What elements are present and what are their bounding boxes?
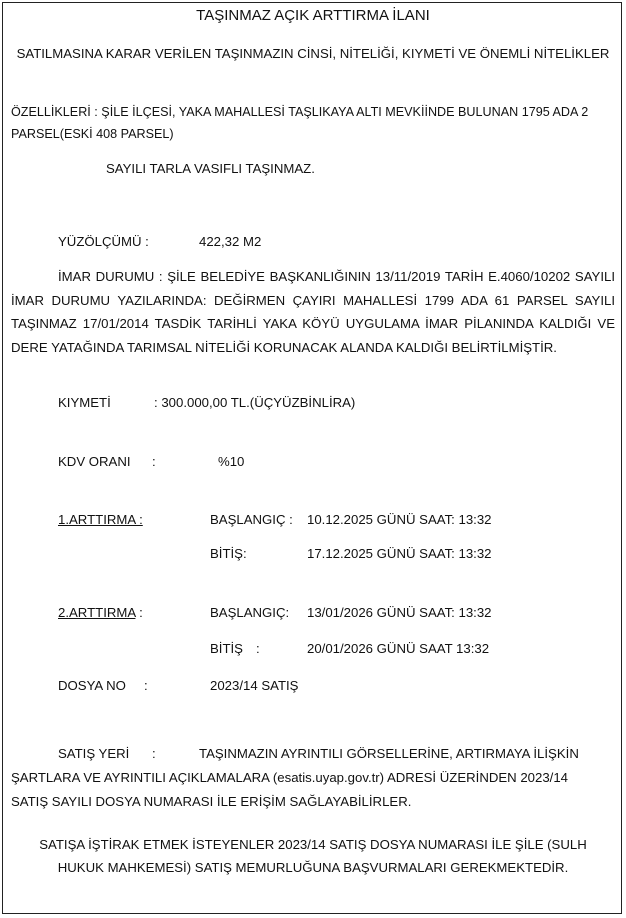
ozellikler-line2: SAYILI TARLA VASIFLI TAŞINMAZ. [106,161,315,176]
arttirma1-end-label: BİTİŞ: [210,546,247,561]
ozellikler-text: ŞİLE İLÇESİ, YAKA MAHALLESİ TAŞLIKAYA ALTI MEVKİİNDE BULUNAN 1795 ADA 2 PARSEL(ESKİ 408 PARSEL) [11,105,589,141]
kdv-value: %10 [218,454,245,469]
document-title: TAŞINMAZ AÇIK ARTTIRMA İLANI [196,7,430,24]
kiymet-value: : 300.000,00 TL.(ÜÇYÜZBİNLİRA) [154,395,356,410]
imar-durumu-paragraph: İMAR DURUMU : ŞİLE BELEDİYE BAŞKANLIĞININ 13/11/2019 TARİH E.4060/10202 SAYILI İMAR DURUMU YAZILARINDA: DEĞİRMEN ÇAYIRI MAHALLESİ 1799 ADA 61 PARSEL SAYILI TAŞINMAZ 17/01/2014 TASDİK TARİHLİ YAKA KÖYÜ UYGULAMA İMAR PİLANINDA KALDIĞI VE DERE YATAĞINDA TARIMSAL NİTELİĞİ KORUNACAK ALANDA KALDIĞI BELİRTİLMİŞTİR. [11,269,615,355]
ozellikler-paragraph [11,101,617,145]
arttirma2-end-colon: : [256,641,260,656]
arttirma1-start-label: BAŞLANGIÇ : [210,512,293,527]
ozellikler-label: ÖZELLİKLERİ : [11,105,98,119]
document-subtitle: SATILMASINA KARAR VERİLEN TAŞINMAZIN CİNSİ, NİTELİĞİ, KIYMETİ VE ÖNEMLİ NİTELİKLER [16,46,610,61]
kdv-colon: : [152,454,156,469]
footer-line1: SATIŞA İŞTİRAK ETMEK İSTEYENLER 2023/14 SATIŞ DOSYA NUMARASI İLE ŞİLE (SULH [39,837,587,852]
kdv-label: KDV ORANI [58,454,131,469]
satis-yeri-label: SATIŞ YERİ [58,746,130,761]
arttirma1-start-value: 10.12.2025 GÜNÜ SAAT: 13:32 [307,512,492,527]
arttirma1-label: 1.ARTTIRMA : [58,512,143,527]
arttirma1-end-value: 17.12.2025 GÜNÜ SAAT: 13:32 [307,546,492,561]
arttirma2-start-label: BAŞLANGIÇ: [210,605,290,620]
satis-yeri-text3: SATIŞ SAYILI DOSYA NUMARASI İLE ERİŞİM SAĞLAYABİLİRLER. [11,794,412,809]
yuzolcumu-label: YÜZÖLÇÜMÜ : [58,234,149,249]
satis-yeri-colon: : [152,746,156,761]
arttirma2-label: 2.ARTTIRMA [58,605,136,620]
arttirma2-end-value: 20/01/2026 GÜNÜ SAAT 13:32 [307,641,490,656]
satis-yeri-text1: TAŞINMAZIN AYRINTILI GÖRSELLERİNE, ARTIRMAYA İLİŞKİN [199,746,579,761]
arttirma2-label-suffix: : [135,605,143,620]
dosya-label: DOSYA NO [58,678,126,693]
arttirma2-label-group [58,605,143,621]
kiymet-label: KIYMETİ [58,395,111,410]
satis-yeri-text2: ŞARTLARA VE AYRINTILI AÇIKLAMALARA (esatis.uyap.gov.tr) ADRESİ ÜZERİNDEN 2023/14 [11,770,569,785]
arttirma2-start-value: 13/01/2026 GÜNÜ SAAT: 13:32 [307,605,492,620]
dosya-colon: : [144,678,148,693]
footer-line2: HUKUK MAHKEMESİ) SATIŞ MEMURLUĞUNA BAŞVURMALARI GEREKMEKTEDİR. [57,860,569,875]
arttirma2-end-label: BİTİŞ [210,641,243,656]
dosya-value: 2023/14 SATIŞ [210,678,299,693]
yuzolcumu-value: 422,32 M2 [199,234,262,249]
